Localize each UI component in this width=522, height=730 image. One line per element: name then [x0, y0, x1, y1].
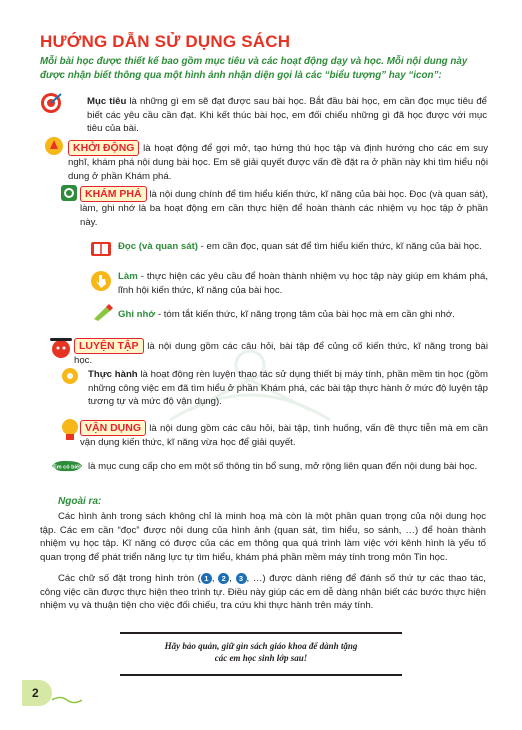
target-icon: [40, 92, 62, 114]
lam-section: [118, 270, 488, 297]
pencil-note-icon: [92, 304, 114, 322]
page-number-line-icon: [52, 695, 82, 705]
van-dung-text: là nội dung gồm các câu hỏi, bài tập, tình huống, vấn đề thực tiễn mà em cần vận dụng kiến thức, kĩ năng vừa học để giải quyết.: [80, 423, 488, 448]
paragraph-numbering-end: , …) được dành riêng để đánh số thứ tự các thao tác, công việc cần được thực hiện theo trình tự. Điều này giúp các em dễ dàng nhận biết các bước thực hiện nhiệm vụ và thuận tiện cho việc đối chiếu, tra cứu khi thực hành trên máy tính.: [40, 573, 486, 612]
rocket-icon: [44, 136, 64, 156]
hand-pointer-icon: [90, 270, 112, 292]
luyen-tap-section: [74, 338, 488, 368]
khoi-dong-badge: KHỞI ĐỘNG: [68, 140, 139, 156]
footer-line-1: Hãy bảo quản, giữ gìn sách giáo khoa để dành tặng: [164, 641, 358, 651]
book-open-icon: [90, 238, 112, 260]
page-title: HƯỚNG DẪN SỬ DỤNG SÁCH: [40, 32, 291, 51]
paragraph-numbering: Các chữ số đặt trong hình tròn ( 1 , 2 , 3 , …) được dành riêng để đánh số thứ tự các thao tác, công việc cần được thực hiện theo trình tự. Điều này giúp các em dễ dàng nhận biết các bước thực hiện nhiệm vụ và thuận tiện cho việc đối chiếu, tra cứu khi thực hành trên máy tính.: [40, 573, 486, 612]
doc-text: - em cần đọc, quan sát để tìm hiểu kiến thức, kĩ năng của bài học.: [197, 241, 482, 252]
thuc-hanh-text: là hoạt động rèn luyện thao tác sử dụng thiết bị máy tính, phần mềm tin học (gồm những công việc em đã tìm hiểu ở phần Khám phá, các bài tập thực hành ở mức độ luyện tập tương tự và mức độ vận dụng).: [88, 369, 488, 408]
khoi-dong-section: [68, 140, 488, 183]
intro-text: Mỗi bài học được thiết kế bao gồm mục tiêu và các hoạt động dạy và học. Mỗi nội dung này được nhận biết thông qua một hình ảnh nhận diện gọi là các “biểu tượng” hay “icon”:: [40, 56, 468, 82]
step-number-1: 1: [201, 573, 212, 584]
kham-pha-text: là nội dung chính để tìm hiểu kiến thức, kĩ năng của bài học. Đọc (và quan sát), làm, ghi nhớ là ba hoạt động em cần thực hiện để hoàn thành các nhiệm vụ học tập ở phần này.: [80, 189, 488, 228]
doc-term: Đọc (và quan sát): [118, 241, 198, 252]
footer-line-2: các em học sinh lớp sau!: [214, 653, 308, 664]
em-co-biet-section: [88, 460, 488, 474]
khoi-dong-text: là hoạt động để gợi mở, tạo hứng thú học tập và định hướng cho các em suy nghĩ, khám phá nội dung bài học. Em sẽ giải quyết được vấn đề đặt ra ở phần này khi tìm hiểu nội dung ở phần Khám phá.: [68, 143, 488, 182]
van-dung-badge: VẬN DỤNG: [80, 420, 146, 436]
step-number-3: 3: [236, 573, 247, 584]
em-co-biet-icon: [50, 458, 84, 474]
page-number: 2: [22, 680, 52, 706]
thuc-hanh-term: Thực hành: [88, 369, 138, 380]
paragraph-images: Các hình ảnh trong sách không chỉ là minh hoạ mà còn là một phần quan trọng của nội dung học tập. Các em cần “đọc” được nội dung của hình ảnh (quan sát, tìm hiểu, so sánh, …) để hoàn thành nhiệm vụ học tập. Kĩ năng có được của các em thông qua quá trình làm việc với kênh hình là yếu tố quan trọng để phát triển năng lực tự tìm hiểu, khám phá phần mềm máy tính trong môn Tin học.: [40, 511, 486, 563]
luyen-tap-text: là nội dung gồm các câu hỏi, bài tập để củng cố kiến thức, kĩ năng trong bài học.: [74, 341, 488, 366]
dumbbell-icon: [48, 334, 74, 360]
explore-icon: [60, 184, 78, 202]
gear-icon: [60, 366, 80, 386]
note-title: Ngoài ra:: [58, 496, 102, 507]
ghi-nho-term: Ghi nhớ: [118, 309, 156, 320]
lam-text: - thực hiện các yêu cầu để hoàn thành nhiệm vụ học tập này giúp em khám phá, lĩnh hội kiến thức, kĩ năng của bài học.: [118, 271, 488, 296]
em-co-biet-text: là mục cung cấp cho em một số thông tin bổ sung, mở rộng liên quan đến nội dung bài học.: [88, 461, 478, 472]
footer-notice: [120, 632, 402, 676]
muc-tieu-text: là những gì em sẽ đạt được sau bài học. Bắt đầu bài học, em cần đọc mục tiêu để biết các yêu cầu cần đạt. Khi kết thúc bài học, em đối chiếu những gì đã học được với mục tiêu của bài.: [87, 96, 487, 135]
paragraph-numbering-start: Các chữ số đặt trong hình tròn (: [58, 573, 201, 584]
ghi-nho-text: - tóm tắt kiến thức, kĩ năng trọng tâm của bài học mà em cần ghi nhớ.: [155, 309, 455, 320]
kham-pha-section: [80, 186, 488, 229]
van-dung-section: [80, 420, 488, 450]
step-number-2: 2: [218, 573, 229, 584]
muc-tieu-section: [87, 95, 487, 136]
lam-term: Làm: [118, 271, 138, 282]
luyen-tap-badge: LUYỆN TẬP: [74, 338, 144, 354]
em-co-biet-label: Em có biết: [53, 464, 81, 471]
kham-pha-badge: KHÁM PHÁ: [80, 186, 147, 202]
muc-tieu-term: Mục tiêu: [87, 96, 127, 107]
ghi-nho-section: [118, 308, 488, 322]
lightbulb-icon: [60, 418, 80, 442]
doc-section: [118, 240, 488, 254]
thuc-hanh-section: [88, 368, 488, 409]
